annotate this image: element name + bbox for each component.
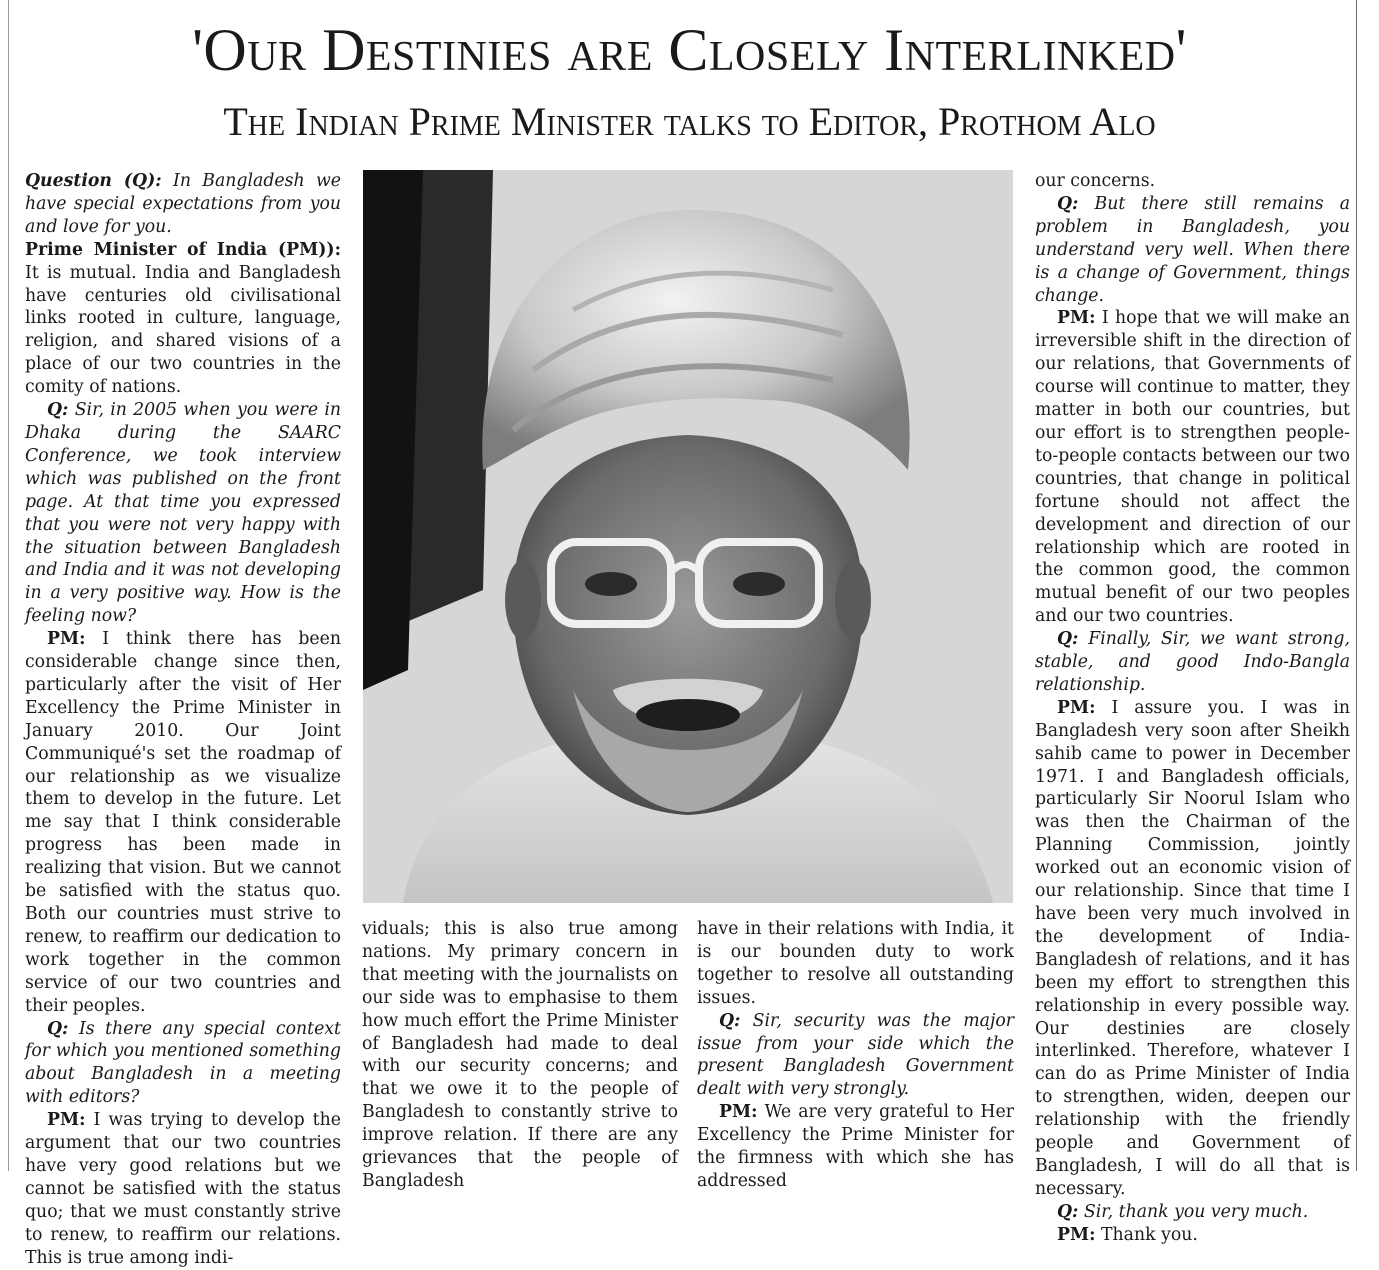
portrait-illustration	[363, 170, 1013, 903]
headline: 'Our Destinies are Closely Interlinked'	[192, 17, 1187, 83]
answer-text: I was trying to develop the argument that our two countries have very good relations but we cannot be satisfied with the status quo; that we must constantly strive to renew, to reaffirm our relations. This is true among indi-	[25, 1110, 341, 1268]
answer-label: PM:	[47, 1110, 86, 1131]
question-label: Q:	[1057, 193, 1079, 214]
question-label: Q:	[719, 1010, 741, 1031]
subheadline: The Indian Prime Minister talks to Editor, Prothom Alo	[223, 99, 1156, 144]
question-label: Q:	[1057, 629, 1079, 650]
answer-paragraph	[1035, 1224, 1350, 1247]
question-paragraph	[1035, 628, 1350, 697]
answer-text: I hope that we will make an irreversible shift in the direction of our relations, that Governments of course will continue to matter, they matter in both our countries, but our effort is to strengthen people-to-people contacts between our two countries, that change in political fortune should not affect the development and direction of our relationship which are rooted in the common good, the common mutual benefit of our two peoples and our two countries.	[1035, 308, 1350, 627]
answer-label: Prime Minister of India (PM)):	[25, 239, 341, 260]
question-paragraph	[1035, 1201, 1350, 1224]
answer-continuation: have in their relations with India, it is our bounden duty to work together to resolve all outstanding issues.	[697, 919, 1014, 1008]
answer-continuation: viduals; this is also true among nations. My primary concern in that meeting with the journalists on our side was to emphasise to them how much effort the Prime Minister of Bangladesh had made to deal with our security concerns; and that we owe it to the people of Bangladesh to constantly strive to improve relation. If there are any grievances that the people of Bangladesh	[362, 919, 678, 1191]
article-column-4	[1035, 170, 1350, 1247]
answer-text: It is mutual. India and Bangladesh have centuries old civilisational links rooted in culture, language, religion, and shared visions of a place of our two countries in the comity of nations.	[25, 262, 341, 398]
left-page-edge	[8, 0, 9, 1171]
answer-text: I think there has been considerable change since then, particularly after the visit of Her Excellency the Prime Minister in January 2010. Our Joint Communiqué's set the roadmap of our relationship as we visualize them to develop in the future. Let me say that I think considerable progress has been made in realizing that vision. But we cannot be satisfied with the status quo. Both our countries must strive to renew, to reaffirm our dedication to work together in the common service of our two countries and their peoples.	[25, 629, 341, 1016]
question-paragraph	[697, 1010, 1014, 1102]
question-text: Sir, in 2005 when you were in Dhaka during the SAARC Conference, we took interview which was published on the front page. At that time you expressed that you were not very happy with the situation between Bangladesh and India and it was not developing in a very positive way. How is the feeling now?	[25, 400, 341, 627]
answer-label: PM:	[719, 1102, 758, 1123]
portrait-photo	[363, 170, 1013, 903]
question-label: Q:	[47, 1018, 69, 1039]
answer-label: PM:	[47, 629, 86, 650]
answer-paragraph	[1035, 307, 1350, 628]
question-text: In Bangladesh we have special expectations from you and love for you.	[25, 171, 341, 237]
question-label: Q:	[47, 400, 69, 421]
article-column-1	[25, 170, 341, 1270]
answer-continuation: our concerns.	[1035, 171, 1156, 191]
answer-label: PM:	[1057, 697, 1096, 718]
question-label: Question (Q):	[25, 171, 162, 191]
question-paragraph	[25, 1018, 341, 1110]
question-paragraph	[1035, 193, 1350, 308]
mouth	[636, 699, 740, 731]
question-text: Sir, thank you very much.	[1078, 1201, 1309, 1222]
right-page-edge	[1356, 0, 1357, 1171]
answer-paragraph	[25, 239, 341, 399]
question-label: Q:	[1057, 1201, 1079, 1222]
answer-paragraph	[1035, 697, 1350, 1201]
question-paragraph	[25, 170, 341, 239]
question-text: But there still remains a problem in Bangladesh, you understand very well. When there is a change of Government, things change.	[1035, 193, 1350, 306]
answer-paragraph	[697, 1101, 1014, 1193]
answer-text: We are very grateful to Her Excellency the Prime Minister for the firmness with which she has addressed	[697, 1102, 1014, 1191]
answer-text: Thank you.	[1095, 1224, 1198, 1245]
article-column-2	[362, 918, 678, 1193]
question-paragraph	[25, 399, 341, 628]
question-text: Is there any special context for which you mentioned something about Bangladesh in a meeting with editors?	[25, 1018, 341, 1108]
answer-text: I assure you. I was in Bangladesh very soon after Sheikh sahib came to power in December 1971. I and Bangladesh officials, particularly Sir Noorul Islam who was then the Chairman of the Planning Commission, jointly worked out an economic vision of our relationship. Since that time I have been very much involved in the development of India-Bangladesh of relations, and it has been my effort to strengthen this relationship in every possible way. Our destinies are closely interlinked. Therefore, whatever I can do as Prime Minister of India to strengthen, widen, deepen our relationship with the friendly people and Government of Bangladesh, I will do all that is necessary.	[1035, 697, 1350, 1199]
question-text: Finally, Sir, we want strong, stable, and good Indo-Bangla relationship.	[1035, 629, 1350, 695]
answer-paragraph	[25, 1109, 341, 1269]
answer-paragraph	[25, 628, 341, 1017]
article-column-3	[697, 918, 1014, 1193]
answer-label: PM:	[1057, 1224, 1096, 1245]
answer-label: PM:	[1057, 308, 1096, 329]
question-text: Sir, security was the major issue from your side which the present Bangladesh Government dealt with very strongly.	[697, 1010, 1014, 1100]
